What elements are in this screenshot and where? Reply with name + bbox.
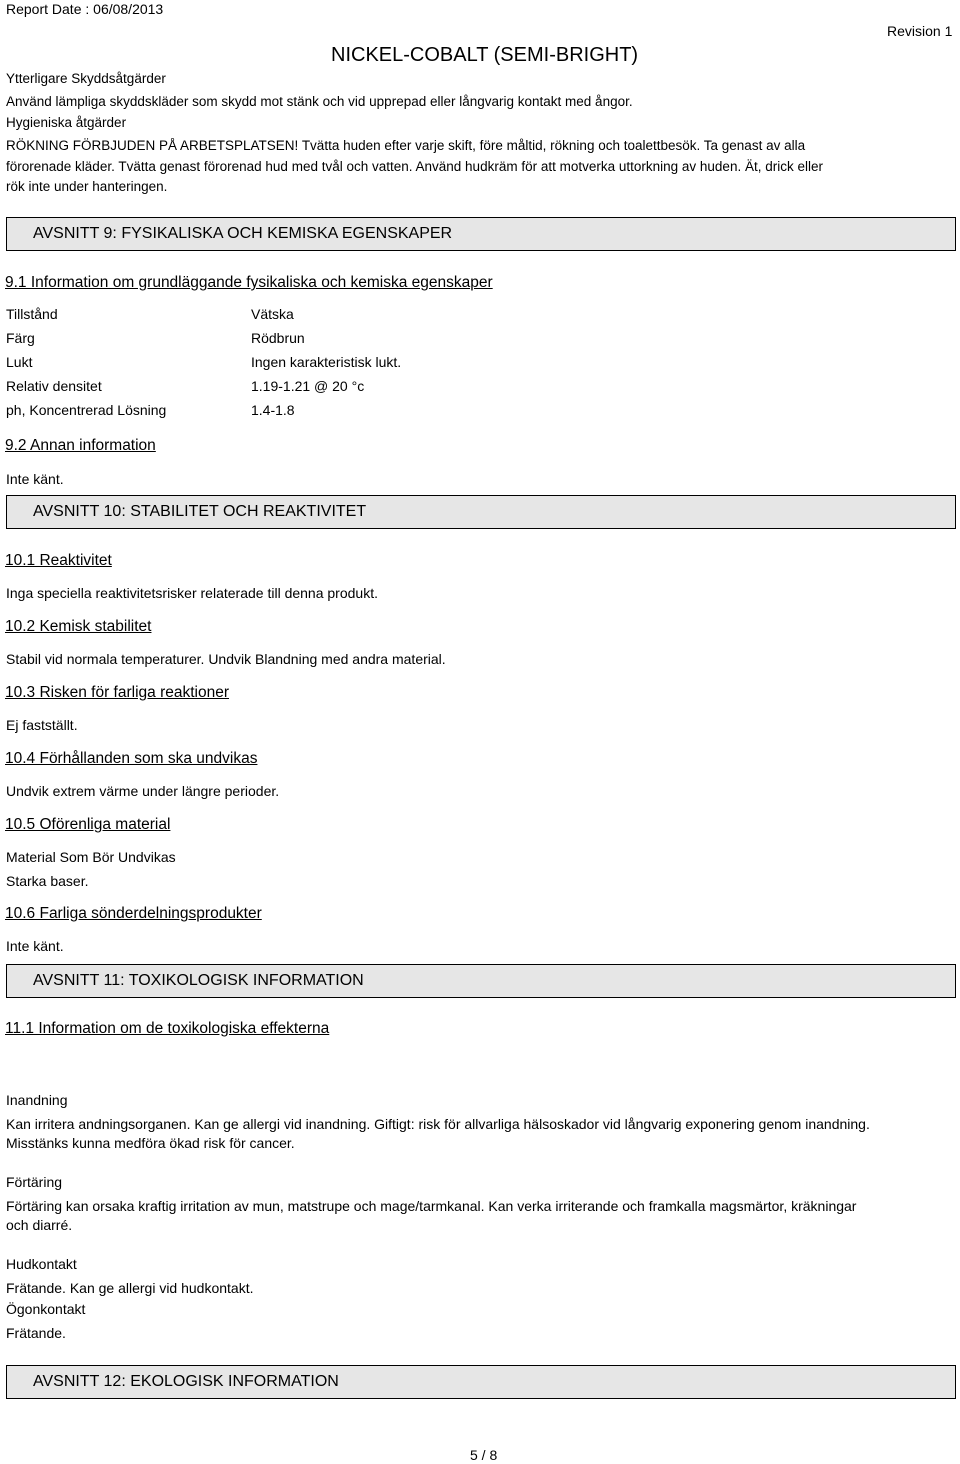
extra-protection-label: Ytterligare Skyddsåtgärder bbox=[6, 71, 166, 86]
property-label: Tillstånd bbox=[6, 306, 58, 322]
inhalation-label: Inandning bbox=[6, 1092, 68, 1108]
product-title: NICKEL-COBALT (SEMI-BRIGHT) bbox=[331, 44, 639, 66]
section-10-header bbox=[6, 495, 956, 529]
subsection-10-2-title: 10.2 Kemisk stabilitet bbox=[5, 618, 152, 635]
ingestion-label: Förtäring bbox=[6, 1174, 63, 1190]
section-12-header bbox=[6, 1365, 956, 1399]
subsection-11-1-title: 11.1 Information om de toxikologiska effekterna bbox=[5, 1020, 330, 1037]
hygiene-text-line-2: förorenade kläder. Tvätta genast förorenad hud med tvål och vatten. Använd hudkräm för att motverka uttorkning av huden. Ät, drick eller bbox=[6, 159, 823, 174]
property-label: Relativ densitet bbox=[6, 378, 102, 394]
property-value: Ingen karakteristisk lukt. bbox=[251, 354, 402, 370]
extra-protection-text: Använd lämpliga skyddskläder som skydd mot stänk och vid upprepad eller långvarig kontakt med ångor. bbox=[6, 94, 633, 109]
property-label: Lukt bbox=[6, 354, 33, 370]
subsection-10-4-title: 10.4 Förhållanden som ska undvikas bbox=[5, 750, 258, 767]
ingestion-text-line-2: och diarré. bbox=[6, 1217, 73, 1233]
subsection-10-3-text: Ej fastställt. bbox=[6, 717, 78, 733]
inhalation-text-line-2: Misstänks kunna medföra ökad risk för cancer. bbox=[6, 1135, 295, 1151]
subsection-10-5-label: Material Som Bör Undvikas bbox=[6, 849, 176, 865]
inhalation-text-line-1: Kan irritera andningsorganen. Kan ge allergi vid inandning. Giftigt: risk för allvarliga hälsoskador vid långvarig exponering genom inandning. bbox=[6, 1116, 870, 1132]
property-value: Rödbrun bbox=[251, 330, 305, 346]
subsection-10-6-text: Inte känt. bbox=[6, 938, 64, 954]
hygiene-text-line-3: rök inte under hanteringen. bbox=[6, 179, 168, 194]
skin-contact-text: Frätande. Kan ge allergi vid hudkontakt. bbox=[6, 1280, 254, 1296]
hygiene-label: Hygieniska åtgärder bbox=[6, 115, 127, 130]
section-11-header bbox=[6, 964, 956, 998]
eye-contact-label: Ögonkontakt bbox=[6, 1301, 86, 1317]
property-label: Färg bbox=[6, 330, 35, 346]
section-12-title: AVSNITT 12: EKOLOGISK INFORMATION bbox=[33, 1373, 339, 1390]
subsection-9-2-title: 9.2 Annan information bbox=[5, 437, 156, 454]
eye-contact-text: Frätande. bbox=[6, 1325, 66, 1341]
property-value: 1.4-1.8 bbox=[251, 402, 295, 418]
property-value: Vätska bbox=[251, 306, 294, 322]
property-value: 1.19-1.21 @ 20 °c bbox=[251, 378, 365, 394]
ingestion-text-line-1: Förtäring kan orsaka kraftig irritation av mun, matstrupe och mage/tarmkanal. Kan verka irriterande och framkalla magsmärtor, kräkningar bbox=[6, 1198, 857, 1214]
subsection-10-2-text: Stabil vid normala temperaturer. Undvik Blandning med andra material. bbox=[6, 651, 446, 667]
subsection-10-6-title: 10.6 Farliga sönderdelningsprodukter bbox=[5, 905, 262, 922]
section-9-header bbox=[6, 217, 956, 251]
subsection-10-5-text: Starka baser. bbox=[6, 873, 89, 889]
report-date: Report Date : 06/08/2013 bbox=[6, 1, 164, 17]
subsection-9-2-text: Inte känt. bbox=[6, 471, 64, 487]
subsection-10-1-text: Inga speciella reaktivitetsrisker relaterade till denna produkt. bbox=[6, 585, 378, 601]
subsection-10-4-text: Undvik extrem värme under längre perioder. bbox=[6, 783, 280, 799]
skin-contact-label: Hudkontakt bbox=[6, 1256, 77, 1272]
hygiene-text-line-1: RÖKNING FÖRBJUDEN PÅ ARBETSPLATSEN! Tvätta huden efter varje skift, före måltid, rökning och toalettbesök. Ta genast av alla bbox=[6, 138, 806, 153]
subsection-10-5-title: 10.5 Oförenliga material bbox=[5, 816, 171, 833]
section-10-title: AVSNITT 10: STABILITET OCH REAKTIVITET bbox=[33, 503, 367, 520]
property-label: ph, Koncentrerad Lösning bbox=[6, 402, 167, 418]
subsection-10-3-title: 10.3 Risken för farliga reaktioner bbox=[5, 684, 230, 701]
section-11-title: AVSNITT 11: TOXIKOLOGISK INFORMATION bbox=[33, 972, 364, 989]
page-number: 5 / 8 bbox=[470, 1447, 498, 1463]
subsection-9-1-title: 9.1 Information om grundläggande fysikaliska och kemiska egenskaper bbox=[5, 274, 493, 291]
section-9-title: AVSNITT 9: FYSIKALISKA OCH KEMISKA EGENSKAPER bbox=[33, 225, 453, 242]
revision-label: Revision 1 bbox=[887, 23, 953, 39]
subsection-10-1-title: 10.1 Reaktivitet bbox=[5, 552, 112, 569]
